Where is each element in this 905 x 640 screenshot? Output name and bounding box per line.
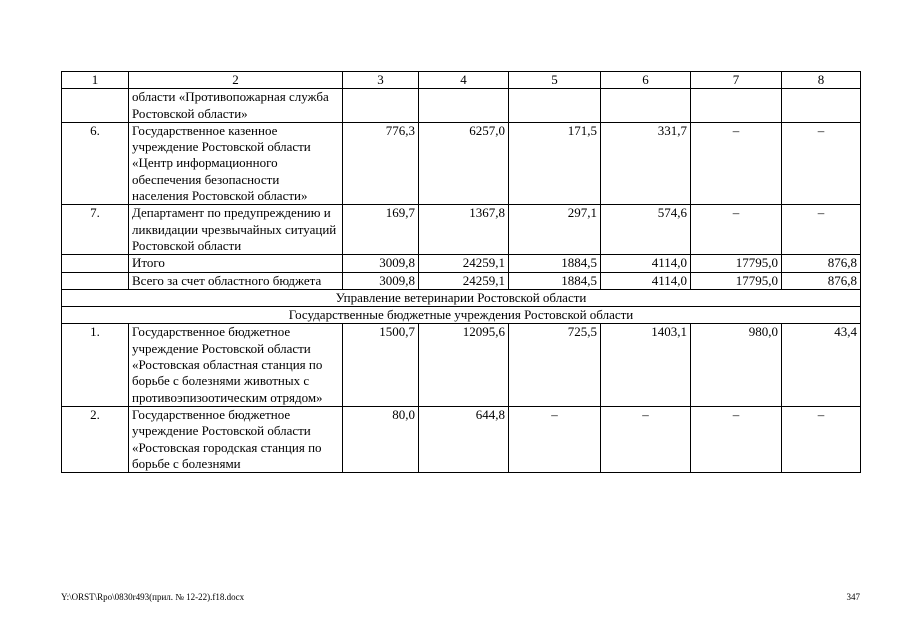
total-row	[62, 272, 861, 289]
cell-value: 1884,5	[509, 272, 601, 289]
cell-value: 4114,0	[601, 272, 691, 289]
cell-value: 980,0	[691, 324, 782, 406]
row-name: Государственное бюджетное учреждение Ростовской области «Ростовская городская станция по борьбе с болезнями	[129, 406, 343, 472]
row-number: 6.	[62, 122, 129, 204]
cell-value: –	[691, 122, 782, 204]
cell-value	[343, 89, 419, 123]
cell-value: 331,7	[601, 122, 691, 204]
column-header: 8	[782, 72, 861, 89]
section-subtitle: Государственные бюджетные учреждения Ростовской области	[62, 307, 861, 324]
row-number: 2.	[62, 406, 129, 472]
table-row	[62, 89, 861, 123]
cell-value: 1403,1	[601, 324, 691, 406]
cell-value: 297,1	[509, 205, 601, 255]
cell-value: 17795,0	[691, 255, 782, 272]
document-path-footer: Y:\ORST\Rpo\0830r493(прил. № 12-22).f18.docx	[61, 592, 245, 602]
row-number: 7.	[62, 205, 129, 255]
page-number: 347	[846, 592, 860, 602]
cell-value: –	[691, 406, 782, 472]
section-title: Управление ветеринарии Ростовской области	[62, 289, 861, 306]
table-row	[62, 406, 861, 472]
cell-value: 876,8	[782, 255, 861, 272]
cell-value: 43,4	[782, 324, 861, 406]
table-row	[62, 205, 861, 255]
cell-value: 1367,8	[419, 205, 509, 255]
column-header: 1	[62, 72, 129, 89]
row-number	[62, 89, 129, 123]
row-name: Государственное бюджетное учреждение Ростовской области «Ростовская областная станция по борьбе с болезнями животных с противоэпизоотическим отрядом»	[129, 324, 343, 406]
cell-value: 169,7	[343, 205, 419, 255]
cell-value	[601, 89, 691, 123]
section-header-row	[62, 289, 861, 306]
cell-value: 776,3	[343, 122, 419, 204]
section-header-row	[62, 307, 861, 324]
cell-value: 24259,1	[419, 272, 509, 289]
row-name: Департамент по предупреждению и ликвидации чрезвычайных ситуаций Ростовской области	[129, 205, 343, 255]
cell-value: –	[782, 122, 861, 204]
row-name: Государственное казенное учреждение Ростовской области «Центр информационного обеспечения безопасности населения Ростовской области»	[129, 122, 343, 204]
column-header: 5	[509, 72, 601, 89]
cell-value: 171,5	[509, 122, 601, 204]
cell-value: 574,6	[601, 205, 691, 255]
cell-value: 725,5	[509, 324, 601, 406]
column-header: 6	[601, 72, 691, 89]
cell-value: –	[509, 406, 601, 472]
cell-value	[419, 89, 509, 123]
cell-value: 80,0	[343, 406, 419, 472]
cell-value: –	[782, 205, 861, 255]
cell-value: 3009,8	[343, 272, 419, 289]
table-row	[62, 122, 861, 204]
cell-value	[509, 89, 601, 123]
row-number	[62, 272, 129, 289]
cell-value: 24259,1	[419, 255, 509, 272]
row-name: Итого	[129, 255, 343, 272]
row-name: области «Противопожарная служба Ростовской области»	[129, 89, 343, 123]
cell-value: –	[601, 406, 691, 472]
cell-value: 876,8	[782, 272, 861, 289]
cell-value: –	[691, 205, 782, 255]
cell-value: –	[782, 406, 861, 472]
total-row	[62, 255, 861, 272]
cell-value: 12095,6	[419, 324, 509, 406]
cell-value: 3009,8	[343, 255, 419, 272]
cell-value: 1884,5	[509, 255, 601, 272]
row-name: Всего за счет областного бюджета	[129, 272, 343, 289]
row-number: 1.	[62, 324, 129, 406]
cell-value	[691, 89, 782, 123]
cell-value: 4114,0	[601, 255, 691, 272]
column-header: 2	[129, 72, 343, 89]
column-header: 4	[419, 72, 509, 89]
cell-value: 17795,0	[691, 272, 782, 289]
row-number	[62, 255, 129, 272]
cell-value: 644,8	[419, 406, 509, 472]
budget-table	[61, 71, 861, 473]
table-row	[62, 324, 861, 406]
cell-value: 1500,7	[343, 324, 419, 406]
column-header: 7	[691, 72, 782, 89]
cell-value	[782, 89, 861, 123]
cell-value: 6257,0	[419, 122, 509, 204]
column-header: 3	[343, 72, 419, 89]
column-number-row	[62, 72, 861, 89]
